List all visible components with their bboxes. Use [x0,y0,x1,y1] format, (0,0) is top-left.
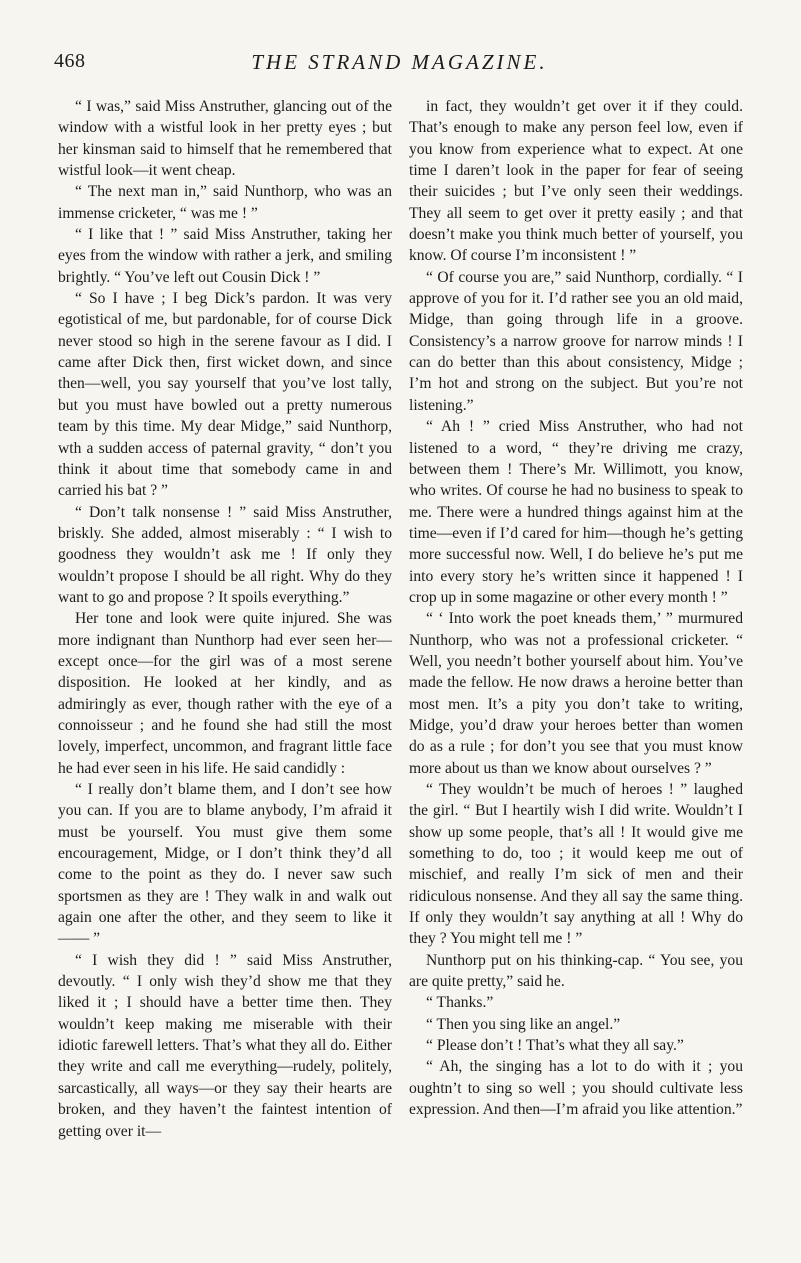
page-number: 468 [54,50,86,72]
page-header [54,50,745,80]
paragraph: “ I wish they did ! ” said Miss Anstruther, devoutly. “ I only wish they’d show me that they liked it ; I should have a better time then. They wouldn’t keep making me miserable with their idiotic farewell letters. That’s what they all do. Either they write and call me everything—rudely, politely, sarcastically, all ways—or they say their hearts are broken, and they haven’t the faintest intention of getting over it— [58,951,392,1140]
paragraph: “ So I have ; I beg Dick’s pardon. It was very egotistical of me, but pardonable, for of course Dick never stood so high in the serene favour as I did. I came after Dick then, first wicket down, and since then—well, you say yourself that you’ve lost tally, but you must have bowled out a pretty numerous team by this time. My dear Midge,” said Nunthorp, wth a sudden access of paternal gravity, “ don’t you think it about time that somebody came in and carried his bat ? ” [58,290,392,500]
paragraph: “ Please don’t ! That’s what they all say.” [426,1037,684,1055]
paragraph: “ I was,” said Miss Anstruther, glancing out of the window with a wistful look in her pretty eyes ; but her kinsman said to himself that he remembered that wistful look—it went cheap. [58,98,392,180]
right-column [409,96,743,1121]
running-title: THE STRAND MAGAZINE. [251,50,548,74]
paragraph: “ I really don’t blame them, and I don’t see how you can. If you are to blame anybody, I’m afraid it must be yourself. You must give them some encouragement, Midge, or I don’t think they’d all come to the point as they do. I never saw such sportsmen as they are ! They walk in and walk out again one after the other, and they seem to like it—— ” [58,781,392,948]
paragraph: “ Ah, the singing has a lot to do with it ; you oughtn’t to sing so well ; you should cultivate less expression. And then—I’m afraid you like attention.” [409,1058,743,1119]
paragraph: “ Then you sing like an angel.” [426,1015,621,1033]
paragraph: “ The next man in,” said Nunthorp, who was an immense cricketer, “ was me ! ” [58,183,392,222]
left-column [58,96,392,1142]
paragraph: “ Thanks.” [426,994,494,1012]
paragraph: Her tone and look were quite injured. She was more indignant than Nunthorp had ever seen her—except once—for the girl was of a most serene disposition. He looked at her kindly, and as admiringly as ever, though rather with the eye of a connoisseur ; and he found she had still the most lovely, imperfect, uncommon, and fragrant little face he had ever seen in his life. He said candidly : [58,610,392,777]
paragraph: “ I like that ! ” said Miss Anstruther, taking her eyes from the window with rather a jerk, and smiling brightly. “ You’ve left out Cousin Dick ! ” [58,226,392,286]
paragraph: “ They wouldn’t be much of heroes ! ” laughed the girl. “ But I heartily wish I did write. Wouldn’t I show up some people, that’s all ! It would give me something to do, too ; it would keep me out of mischief, and really I’m sick of men and their ridiculous nonsense. And they all say the same thing. If only they wouldn’t say anything at all ! Why do they ? You might tell me ! ” [409,781,743,948]
paragraph: “ Don’t talk nonsense ! ” said Miss Anstruther, briskly. She added, almost miserably : “ I wish to goodness they wouldn’t ask me ! If only they wouldn’t propose I should be all right. Why do they want to go and propose ? It spoils everything.” [58,503,392,606]
paragraph: “ ‘ Into work the poet kneads them,’ ” murmured Nunthorp, who was not a professional cricketer. “ Well, you needn’t bother yourself about him. You’ve made the fellow. He now draws a heroine better than most men. It’s a pity you don’t take to writing, Midge, you’d draw your heroes better than women do as a rule ; for don’t you see that you must know more about us than we know about ourselves ? ” [409,610,743,777]
paragraph: Nunthorp put on his thinking-cap. “ You see, you are quite pretty,” said he. [409,951,743,991]
paragraph: “ Ah ! ” cried Miss Anstruther, who had not listened to a word, “ they’re driving me crazy, between them ! There’s Mr. Willimott, you know, who writes. Of course he had no business to speak to me. There were a hundred things against him at the time—even if I’d cared for him—though he’s getting more successful now. Well, I do believe he’s put me into every story he’s written since it happened ! I crop up in some magazine or other every month ! ” [409,418,743,606]
paragraph: in fact, they wouldn’t get over it if they could. That’s enough to make any person feel low, even if you know from experience what to expect. At one time I daren’t look in the paper for fear of seeing their suicides ; but I’ve only seen their weddings. They all seem to get over it pretty easily ; and that doesn’t make you think much better of yourself, you know. Of course I’m inconsistent ! ” [409,98,743,265]
paragraph: “ Of course you are,” said Nunthorp, cordially. “ I approve of you for it. I’d rather see you an old maid, Midge, than going through life in a groove. Consistency’s a narrow groove for narrow minds ! I can do better than this about consistency, Midge ; I’m hot and strong on the subject. But you’re not listening.” [409,268,743,414]
